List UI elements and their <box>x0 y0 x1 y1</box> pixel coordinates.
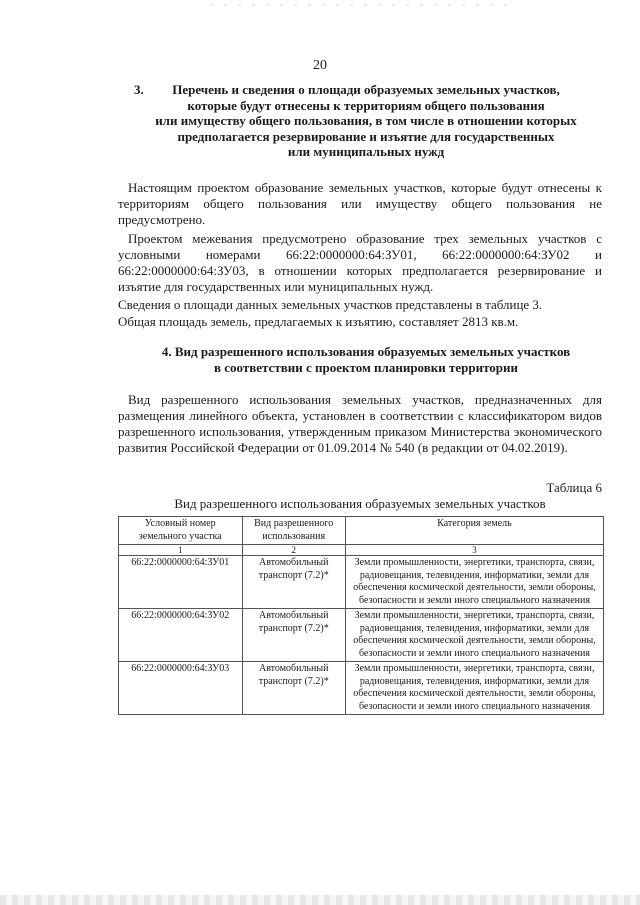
land-use-cell: Автомобильный транспорт (7.2)* <box>242 662 345 715</box>
section-3-number: 3. <box>134 82 144 97</box>
section-3-title-line: или муниципальных нужд <box>287 144 445 159</box>
section-3-paragraph: Общая площадь земель, предлагаемых к изъятию, составляет 2813 кв.м. <box>118 314 519 329</box>
land-category-cell: Земли промышленности, энергетики, транспорта, связи, радиовещания, телевидения, информатики, земли для обеспечения космической деятельности, земли обороны, безопасности и земли иного специального назначения <box>345 662 603 715</box>
page-number: 20 <box>313 58 327 73</box>
table-row <box>119 556 604 609</box>
land-use-cell: Автомобильный транспорт (7.2)* <box>242 556 345 609</box>
section-3-paragraph: Сведения о площади данных земельных участков представлены в таблице 3. <box>118 297 543 312</box>
table-row <box>119 662 604 715</box>
table-caption: Вид разрешенного использования образуемых земельных участков <box>174 496 546 511</box>
parcel-number-cell: 66:22:0000000:64:ЗУ03 <box>119 662 243 715</box>
table-row <box>119 609 604 662</box>
table-header-cell: Условный номер земельного участка <box>119 517 243 545</box>
land-category-cell: Земли промышленности, энергетики, транспорта, связи, радиовещания, телевидения, информатики, земли для обеспечения космической деятельности, земли обороны, безопасности и земли иного специального назначения <box>345 556 603 609</box>
section-4-title-line: в соответствии с проектом планировки территории <box>213 359 519 375</box>
section-4-title-line: 4. Вид разрешенного использования образуемых земельных участков <box>161 344 571 359</box>
parcel-number-cell: 66:22:0000000:64:ЗУ02 <box>119 609 243 662</box>
section-3-paragraph: Проектом межевания предусмотрено образование трех земельных участков с условными номерами 66:22:0000000:64:ЗУ01, 66:22:0000000:64:ЗУ02 и 66:22:0000000:64:ЗУ03, в отношении которых предполагается резервирование и изъятие для государственных или муниципальных нужд. <box>118 231 602 294</box>
table-header-cell: Категория земель <box>345 517 603 545</box>
table-index-cell: 3 <box>345 545 603 556</box>
scan-artifact <box>210 4 510 6</box>
table-index-row <box>119 545 604 556</box>
table-header-cell: Вид разрешенного использования <box>242 517 345 545</box>
section-3-title-line: которые будут отнесены к территориям общего пользования <box>187 97 545 113</box>
table-index-cell: 1 <box>119 545 243 556</box>
land-use-table <box>118 516 604 715</box>
section-3-title-line: предполагается резервирование и изъятие для государственных <box>177 128 555 144</box>
table-header-row <box>119 517 604 545</box>
parcel-number-cell: 66:22:0000000:64:ЗУ01 <box>119 556 243 609</box>
land-category-cell: Земли промышленности, энергетики, транспорта, связи, радиовещания, телевидения, информатики, земли для обеспечения космической деятельности, земли обороны, безопасности и земли иного специального назначения <box>345 609 603 662</box>
section-3-paragraph: Настоящим проектом образование земельных участков, которые будут отнесены к территориям общего пользования или имуществу общего пользования не предусмотрено. <box>118 180 602 227</box>
section-3-title-line: Перечень и сведения о площади образуемых земельных участков, <box>172 82 560 97</box>
table-label: Таблица 6 <box>546 480 602 495</box>
section-4-paragraph: Вид разрешенного использования земельных участков, предназначенных для размещения линейного объекта, установлен в соответствии с классификатором видов разрешенного использования, утвержденным приказом Министерства экономического развития Российской Федерации от 01.09.2014 № 540 (в редакции от 04.02.2019). <box>118 392 602 455</box>
section-3-title-line: или имуществу общего пользования, в том числе в отношении которых <box>155 113 577 128</box>
land-use-cell: Автомобильный транспорт (7.2)* <box>242 609 345 662</box>
section-4-heading <box>128 344 604 375</box>
table-index-cell: 2 <box>242 545 345 556</box>
scan-edge-band <box>0 895 640 905</box>
section-3-heading <box>128 82 604 160</box>
